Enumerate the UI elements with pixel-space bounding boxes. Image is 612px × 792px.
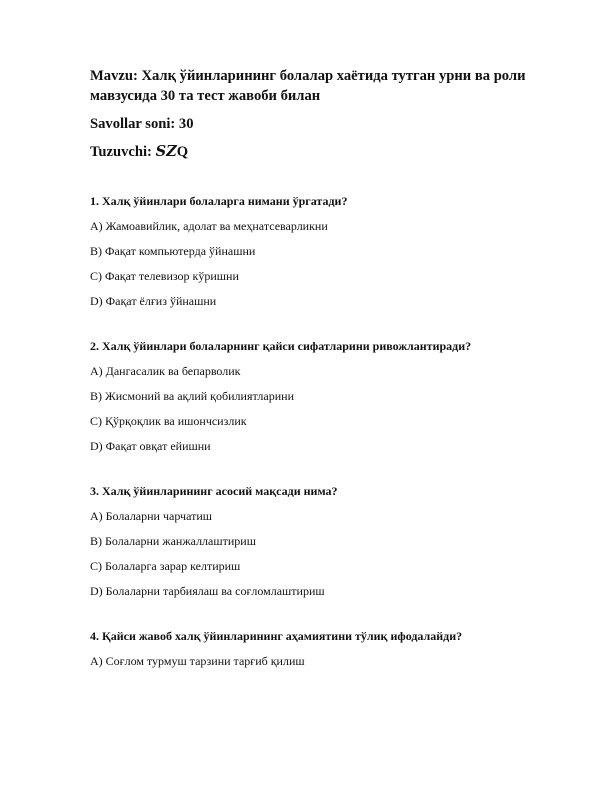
author-last-initial: Q	[176, 144, 189, 160]
document-title	[90, 66, 540, 106]
question-text: 3. Халқ ўйинларининг асосий мақсади нима?	[90, 484, 338, 498]
answer-option: A) Соғлом турмуш тарзини тарғиб қилиш	[90, 654, 305, 668]
answer-option: D) Болаларни тарбиялаш ва соғломлаштириш	[90, 584, 325, 598]
question-block	[90, 193, 540, 309]
question-block	[90, 483, 540, 599]
author-prefix: Tuzuvchi:	[90, 144, 156, 160]
title-line-1: Mavzu: Халқ ўйинларининг болалар хаётида тутган урни ва роли	[90, 68, 526, 84]
answer-option: B) Жисмоний ва ақлий қобилиятларини	[90, 389, 294, 403]
answer-option: D) Фақат ёлғиз ўйнашни	[90, 294, 217, 308]
question-block	[90, 628, 540, 669]
question-block	[90, 338, 540, 454]
question-text: 4. Қайси жавоб халқ ўйинларининг аҳамиятини тўлиқ ифодалайди?	[90, 629, 463, 643]
document-page	[90, 66, 540, 678]
answer-option: C) Фақат телевизор кўришни	[90, 269, 239, 283]
answer-option: B) Болаларни жанжаллаштириш	[90, 534, 256, 548]
author-line	[90, 142, 540, 162]
answer-option: C) Болаларга зарар келтириш	[90, 559, 241, 573]
title-line-2: мавзусида 30 та тест жавоби билан	[90, 88, 321, 104]
answer-option: D) Фақат овқат ейишни	[90, 439, 211, 453]
answer-option: A) Жамоавийлик, адолат ва меҳнатсеварликни	[90, 219, 328, 233]
answer-option: A) Болаларни чарчатиш	[90, 509, 212, 523]
author-initials: SZ	[155, 143, 177, 160]
answer-option: C) Қўрқоқлик ва ишончсизлик	[90, 414, 247, 428]
answer-option: B) Фақат компьютерда ўйнашни	[90, 244, 256, 258]
question-count: Savollar soni: 30	[90, 116, 194, 132]
question-text: 2. Халқ ўйинлари болаларнинг қайси сифатларини ривожлантиради?	[90, 339, 472, 353]
answer-option: A) Дангасалик ва бепарволик	[90, 364, 241, 378]
question-text: 1. Халқ ўйинлари болаларга нимани ўргатади?	[90, 194, 348, 208]
